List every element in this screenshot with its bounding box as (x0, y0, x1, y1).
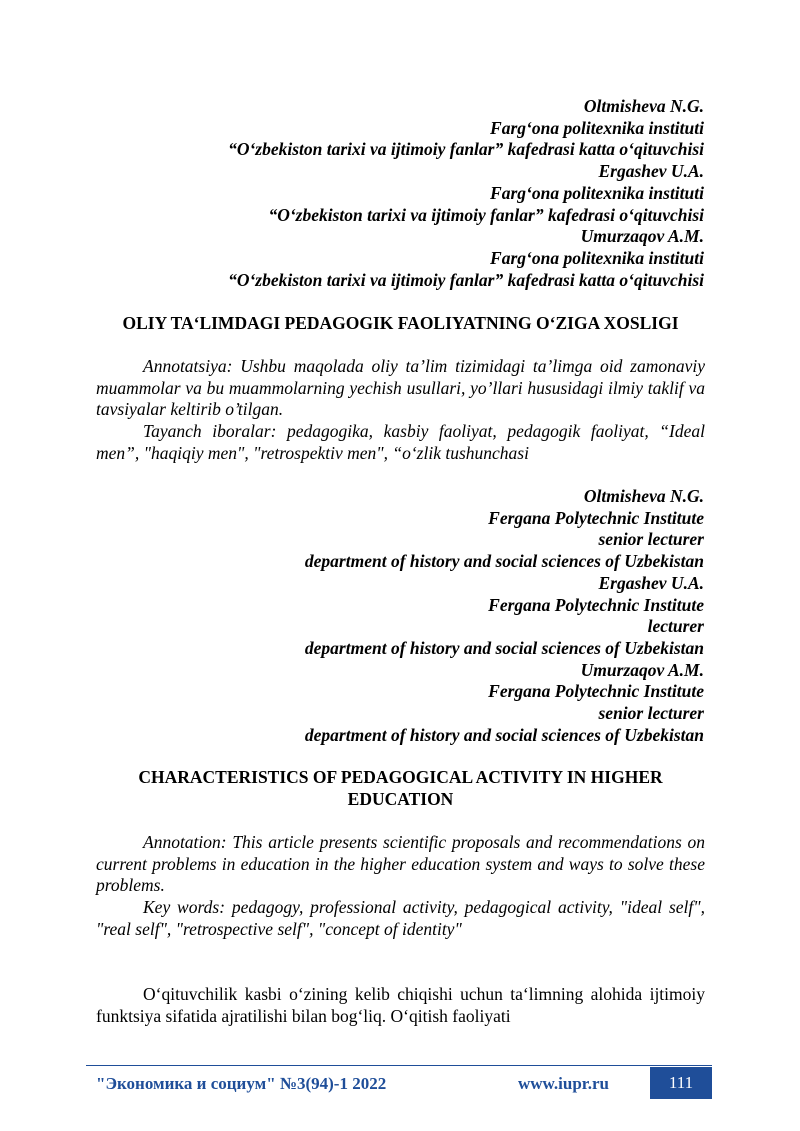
author-line: Ergashev U.A. (598, 161, 704, 182)
annotation-uz: Annotatsiya: Ushbu maqolada oliy ta’lim tizimidagi ta’limga oid zamonaviy muammolar va bu muammolarning yechish usullari, yo’llari hususidagi ilmiy taklif va tavsiyalar keltirib o’tilgan. (96, 356, 705, 420)
author-line: Oltmisheva N.G. (583, 96, 704, 116)
footer-website-link[interactable]: www.iupr.ru (518, 1074, 610, 1093)
author-line: “O‘zbekiston tarixi va ijtimoiy fanlar” kafedrasi katta o‘qituvchisi (228, 139, 704, 160)
keywords-uz: Tayanch iboralar: pedagogika, kasbiy faoliyat, pedagogik faoliyat, “Ideal men”, "haqiqiy men", "retrospektiv men", “o‘zlik tushunchasi (96, 421, 705, 463)
author-line: senior lecturer (598, 529, 704, 550)
keywords-en: Key words: pedagogy, professional activity, pedagogical activity, "ideal self", "real self", "retrospective self", "concept of identity" (96, 897, 705, 939)
author-line: “O‘zbekiston tarixi va ijtimoiy fanlar” kafedrasi o‘qituvchisi (268, 204, 704, 225)
author-line: Farg‘ona politexnika instituti (490, 117, 704, 138)
author-line: department of history and social sciences of Uzbekistan (304, 637, 704, 658)
author-line: Fergana Polytechnic Institute (488, 681, 704, 702)
body-paragraph: O‘qituvchilik kasbi o‘zining kelib chiqishi uchun ta‘limning alohida ijtimoiy funktsiya sifatida ajratilishi bilan bog‘liq. O‘qitish faoliyati (96, 984, 705, 1026)
author-line: Fergana Polytechnic Institute (488, 507, 704, 528)
author-line: Umurzaqov A.M. (580, 659, 704, 680)
page-number-badge: 111 (650, 1067, 712, 1099)
footer-divider (86, 1065, 712, 1066)
article-title-uz: OLIY TA‘LIMDAGI PEDAGOGIK FAOLIYATNING O‘ZIGA XOSLIGI (122, 313, 679, 333)
author-line: lecturer (647, 616, 704, 637)
author-line: “O‘zbekiston tarixi va ijtimoiy fanlar” kafedrasi katta o‘qituvchisi (228, 269, 704, 290)
author-line: Farg‘ona politexnika instituti (490, 182, 704, 203)
footer-journal-name: "Экономика и социум" №3(94)-1 2022 (96, 1074, 387, 1093)
author-line: Umurzaqov A.M. (580, 226, 704, 247)
author-line: senior lecturer (598, 703, 704, 724)
author-line: Oltmisheva N.G. (583, 486, 704, 506)
annotation-en: Annotation: This article presents scientific proposals and recommendations on current problems in education in the higher education system and ways to solve these problems. (96, 832, 705, 896)
author-line: department of history and social sciences of Uzbekistan (304, 551, 704, 572)
author-line: Fergana Polytechnic Institute (488, 594, 704, 615)
author-line: Ergashev U.A. (598, 572, 704, 593)
author-line: Farg‘ona politexnika instituti (490, 247, 704, 268)
article-title-en: CHARACTERISTICS OF PEDAGOGICAL ACTIVITY IN HIGHER EDUCATION (138, 767, 663, 809)
author-line: department of history and social sciences of Uzbekistan (304, 724, 704, 745)
authors-block-uz (228, 96, 704, 291)
authors-block-en (305, 486, 704, 746)
